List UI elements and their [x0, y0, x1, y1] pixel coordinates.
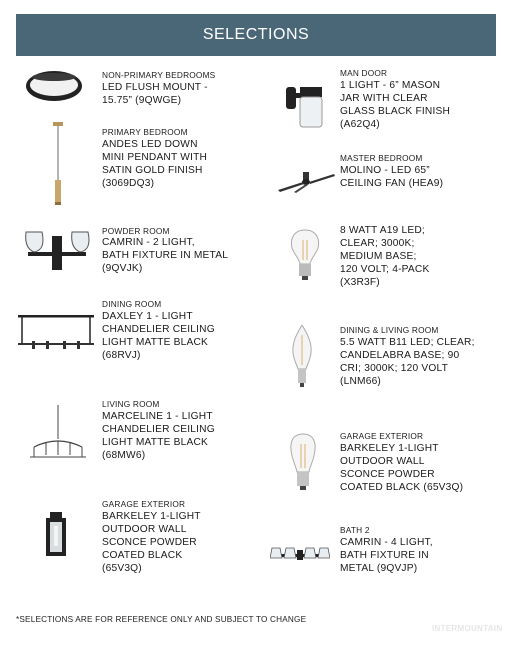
- fixture-name: MARCELINE 1 - LIGHT CHANDELIER CEILING LIGHT MATTE BLACK (68MW6): [102, 411, 215, 461]
- flush-mount-icon: [24, 68, 84, 104]
- room-label: GARAGE EXTERIOR: [102, 499, 186, 509]
- watermark: INTERMOUNTAIN: [432, 624, 503, 633]
- page-header: [16, 14, 496, 56]
- fixture-name: DAXLEY 1 - LIGHT CHANDELIER CEILING LIGHT MATTE BLACK (68RVJ): [102, 311, 215, 361]
- room-label: MASTER BEDROOM: [340, 153, 423, 163]
- fixture-name: BARKELEY 1-LIGHT OUTDOOR WALL SCONCE POWDER COATED BLACK (65V3Q): [340, 443, 464, 493]
- fixture-name: CAMRIN - 2 LIGHT, BATH FIXTURE IN METAL (9QVJK): [102, 237, 229, 274]
- mason-jar-light-icon: [286, 83, 328, 135]
- fixture-name: 1 LIGHT - 6” MASON JAR WITH CLEAR GLASS BLACK FINISH (A62Q4): [340, 80, 451, 130]
- room-label: GARAGE EXTERIOR: [340, 431, 424, 441]
- linear-chandelier-icon: [18, 305, 94, 355]
- edison-bulb-icon: [288, 432, 318, 496]
- fixture-name: ANDES LED DOWN MINI PENDANT WITH SATIN GOLD FINISH (3069DQ3): [102, 139, 208, 189]
- bath-fixture-4-icon: [270, 546, 330, 566]
- candelabra-bulb-icon: [290, 325, 314, 389]
- pendant-icon: [48, 122, 68, 210]
- bath-fixture-2-icon: [22, 226, 92, 270]
- wall-sconce-icon: [44, 512, 68, 560]
- room-label: PRIMARY BEDROOM: [102, 127, 188, 137]
- room-label: MAN DOOR: [340, 68, 388, 78]
- fixture-name: MOLINO - LED 65” CEILING FAN (HEA9): [340, 165, 444, 189]
- fixture-name: 5.5 WATT B11 LED; CLEAR; CANDELABRA BASE; 90 CRI; 3000K; 120 VOLT (LNM66): [340, 337, 475, 387]
- disclaimer-footnote: *SELECTIONS ARE FOR REFERENCE ONLY AND SUBJECT TO CHANGE: [16, 615, 307, 624]
- room-label: DINING ROOM: [102, 299, 162, 309]
- fixture-name: BARKELEY 1-LIGHT OUTDOOR WALL SCONCE POWDER COATED BLACK (65V3Q): [102, 511, 201, 574]
- fixture-name: LED FLUSH MOUNT - 15.75” (9QWGE): [102, 82, 208, 106]
- room-label: BATH 2: [340, 525, 370, 535]
- chandelier-icon: [28, 405, 88, 463]
- room-label: NON-PRIMARY BEDROOMS: [102, 70, 216, 80]
- a19-bulb-icon: [288, 228, 322, 282]
- room-label: LIVING ROOM: [102, 399, 160, 409]
- ceiling-fan-icon: [276, 170, 336, 194]
- fixture-name: CAMRIN - 4 LIGHT, BATH FIXTURE IN METAL (9QVJP): [340, 537, 433, 574]
- room-label: POWDER ROOM: [102, 226, 170, 236]
- room-label: DINING & LIVING ROOM: [340, 325, 439, 335]
- fixture-name: 8 WATT A19 LED; CLEAR; 3000K; MEDIUM BASE; 120 VOLT; 4-PACK (X3R3F): [340, 225, 430, 288]
- page-title: SELECTIONS: [202, 26, 310, 43]
